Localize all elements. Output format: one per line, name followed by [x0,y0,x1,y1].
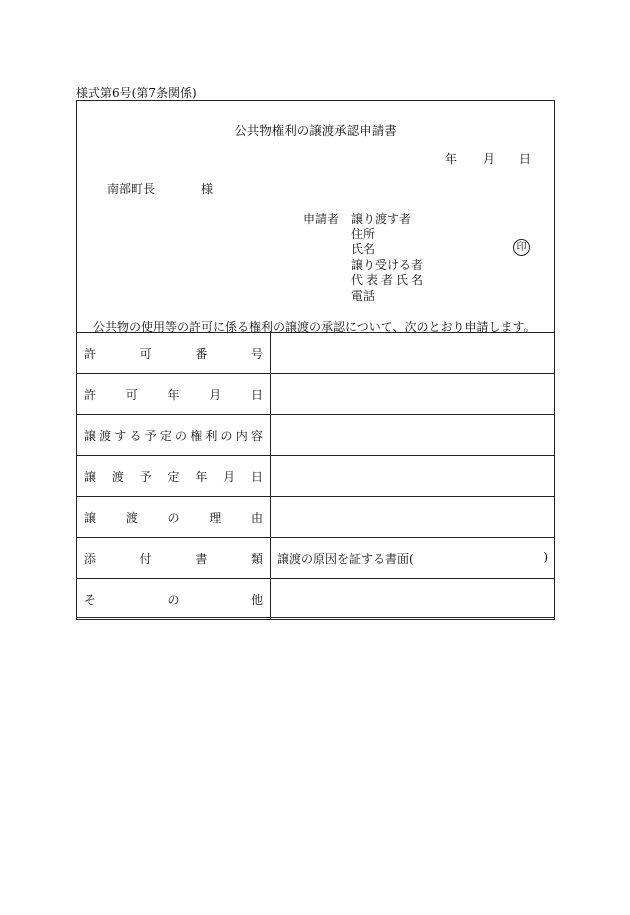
table-row [77,579,555,620]
applicant-label: 申請者 [303,212,340,226]
row-value-cell[interactable] [271,538,555,579]
row-label-char: 他 [250,592,263,607]
row-label-cell [77,579,271,620]
row-label-char: 月 [209,387,222,402]
row-value-cell[interactable] [271,374,555,415]
row-label-char: 理 [209,510,222,525]
row-label-char: 渡 [111,469,124,484]
row-label-char: 類 [250,551,263,566]
row-value-cell[interactable] [271,333,555,374]
table-row [77,497,555,538]
row-label-char: す [114,428,127,443]
row-label [77,509,270,526]
row-label-cell [77,333,271,374]
transferor-label: 譲り渡す者 [351,212,412,226]
table-row [77,538,555,579]
application-form-frame [76,100,555,618]
row-label-char: 許 [84,387,97,402]
row-label-char: 由 [250,510,263,525]
row-label-char: 書 [195,551,208,566]
row-label-char: 渡 [125,510,138,525]
form-number-label: 様式第6号(第7条関係) [76,86,197,100]
date-month-label: 月 [483,152,496,166]
row-label-char: 譲 [84,510,97,525]
table-row [77,374,555,415]
addressee-honorific: 様 [201,182,214,196]
row-label-char: る [129,428,142,443]
row-label-cell [77,497,271,538]
row-value-closing: ) [543,549,548,564]
form-title: 公共物権利の譲渡承認申請書 [234,123,397,138]
date-day-label: 日 [519,152,532,166]
row-value-text: 譲渡の原因を証する書面( [277,551,414,566]
row-value-cell[interactable] [271,579,555,620]
row-label-char: 譲 [84,469,97,484]
row-label-char: 予 [139,469,152,484]
row-label-char: の [220,428,233,443]
row-label-char: 日 [250,469,263,484]
row-value-cell[interactable] [271,497,555,538]
addressee-name: 南部町長 [107,182,156,196]
seal-icon: 印 [513,239,530,256]
row-label-char: 年 [195,469,208,484]
table-row [77,456,555,497]
row-label-char: 番 [195,346,208,361]
row-value-cell[interactable] [271,415,555,456]
row-label [77,345,270,362]
row-label-char: 定 [167,469,180,484]
row-label-char: 渡 [99,428,112,443]
row-label-char: 利 [205,428,218,443]
row-label-char: そ [84,592,97,607]
row-label-cell [77,456,271,497]
row-value-cell[interactable] [271,456,555,497]
row-label-char: 号 [250,346,263,361]
row-label [77,550,270,567]
row-label-char: 許 [84,346,97,361]
row-label-char: 内 [235,428,248,443]
row-label-char: の [167,510,180,525]
date-year-label: 年 [445,152,458,166]
row-value [271,550,554,567]
row-label-char: 可 [139,346,152,361]
row-label-char: 譲 [84,428,97,443]
row-label [77,591,270,608]
representative-name-label: 代表者氏名 [351,273,427,287]
row-label-char: の [167,592,180,607]
row-label-cell [77,538,271,579]
application-statement: 公共物の使用等の許可に係る権利の譲渡の承認について、次のとおり申請します。 [93,320,536,334]
row-label-char: 月 [223,469,236,484]
row-label [77,427,270,444]
row-label-char: の [175,428,188,443]
row-label-char: 権 [190,428,203,443]
table-row [77,333,555,374]
row-label-cell [77,374,271,415]
row-label-char: 容 [250,428,263,443]
address-label: 住所 [351,227,376,241]
row-label-char: 可 [125,387,138,402]
row-label-char: 添 [84,551,97,566]
phone-label: 電話 [351,289,376,303]
application-details-table [76,332,555,620]
row-label-char: 定 [159,428,172,443]
name-label: 氏名 [351,242,376,256]
row-label-char: 日 [250,387,263,402]
row-label-char: 付 [139,551,152,566]
row-label [77,386,270,403]
row-label-char: 年 [167,387,180,402]
row-label [77,468,270,485]
row-label-char: 予 [144,428,157,443]
table-row [77,415,555,456]
row-label-cell [77,415,271,456]
transferee-label: 譲り受ける者 [351,258,424,272]
